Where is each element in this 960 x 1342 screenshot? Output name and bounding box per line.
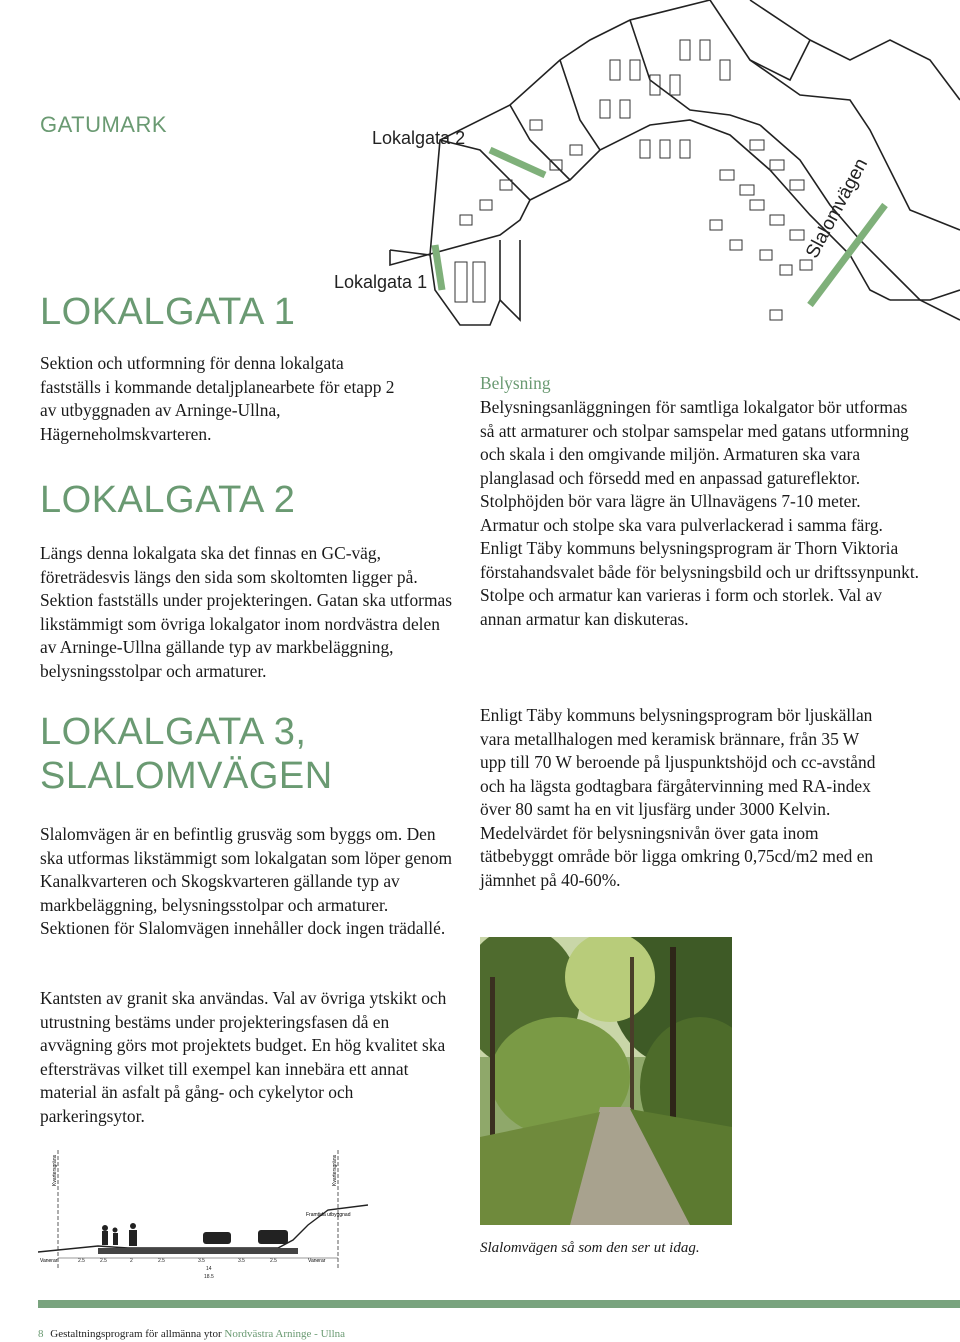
lokalgata1-text: Sektion och utformning för denna lokalgata fastställs i kommande detaljplanearbete för etapp 2 av utbyggnaden av Arninge-Ullna, Hägerneholmskvarteren. [40,353,395,444]
slalomvagen-photo [480,937,732,1225]
slalomvagen-photo-image [480,937,732,1225]
section-label: GATUMARK [40,112,168,137]
section-label-right: Kvartersgräns [332,1154,338,1186]
belysning-text2: Enligt Täby kommuns belysningsprogram bör ljuskällan vara metallhalogen med keramisk brännare, från 35 W upp till 70 W beroende på ljuspunktshöjd och cc-avstånd och ha lägsta godtagbara färgåtervinning med RA-index över 80 samt ha en vit ljusfärg under 3000 Kelvin. Medelvärdet för belysningsnivån över gata inom tätbebyggt område bör ligga omkring 0,75cd/m2 med en jämnhet på 40-60%. [480,705,876,890]
section-dim-total-inner: 14 [206,1266,212,1272]
section-label-framtida: Framtida utbyggnad [306,1212,351,1218]
lokalgata3-text2: Kantsten av granit ska användas. Val av övriga ytskikt och utrustning bestäms under projekteringsfasen då en avvägning görs mot projektets budget. En hög kvalitet ska eftersträvas vilket till exempel kan innebära ett annat material än asfalt på gång- och cykelytor och parkeringsytor. [40,988,447,1126]
lokalgata3-heading-line1: LOKALGATA 3, [40,711,307,753]
page-number: 8 [38,1328,44,1340]
section-dim-3: 2 [130,1258,133,1264]
lokalgata3-heading [40,710,333,798]
section-label-hoger: Vanerar [308,1258,326,1264]
site-map [330,0,960,340]
belysning-text1: Belysningsanläggningen för samtliga lokalgator bör utformas så att armaturer och stolpar samspelar med gatans utformning och skala i den omgivande miljön. Armaturen ska vara planglasad och försedd med en anpassad gatureflektor. Stolphöjden bör vara lägre än Ullnavägens 7-10 meter. Armatur och stolpe ska vara pulverlackerad i samma färg. Enligt Täby kommuns belysningsprogram är Thorn Viktoria förstahandsvalet både för belysningsbild och ur driftssynpunkt. Stolpe och armatur kan varieras i form och storlek. Val av annan armatur kan diskuteras. [480,397,920,629]
section-label-left: Kvartersgräns [52,1154,58,1186]
section-dim-total: 18.5 [204,1274,214,1280]
footer-text-green: Nordvästra Arninge - Ullna [224,1328,346,1340]
map-label-lokalgata2: Lokalgata 2 [372,128,466,148]
lokalgata3-text1: Slalomvägen är en befintlig grusväg som byggs om. Den ska utformas likstämmigt som lokalgatan som löper genom Kanalkvarteren och Skogskvarteren gällande typ av markbeläggning, belysningsstolpar och armaturer. Sektionen för Slalomvägen innehåller dock ingen trädallé. [40,824,453,938]
section-dim-2: 2.5 [100,1258,107,1264]
map-label-lokalgata1: Lokalgata 1 [334,272,428,292]
section-dim-5: 3.5 [198,1258,205,1264]
footer-bar [38,1300,960,1308]
footer [38,1328,345,1340]
section-dim-6: 3.5 [238,1258,245,1264]
section-dim-1: 2.5 [78,1258,85,1264]
belysning-title: Belysning [480,373,551,393]
lokalgata3-heading-line2: SLALOMVÄGEN [40,755,333,797]
lokalgata1-heading: LOKALGATA 1 [40,291,296,333]
section-dim-4: 2.5 [158,1258,165,1264]
photo-caption: Slalomvägen så som den ser ut idag. [480,1240,700,1256]
lokalgata2-text: Längs denna lokalgata ska det finnas en GC-väg, företrädesvis längs den sida som skoltomten ligger på. Sektion fastställs under projekteringen. Gatan ska utformas likstämmigt som övriga lokalgator inom nordvästra delen av Arninge-Ullna gällande typ av markbeläggning, belysningsstolpar och armaturer. [40,543,452,681]
map-label-slalomvagen: Slalomvägen [802,155,873,262]
section-dim-7: 2.5 [270,1258,277,1264]
footer-text: Gestaltningsprogram för allmänna ytor [50,1328,222,1340]
section-label-vanster: Vanerar [40,1258,58,1264]
street-section-drawing [38,1150,368,1280]
lokalgata2-heading: LOKALGATA 2 [40,479,296,521]
